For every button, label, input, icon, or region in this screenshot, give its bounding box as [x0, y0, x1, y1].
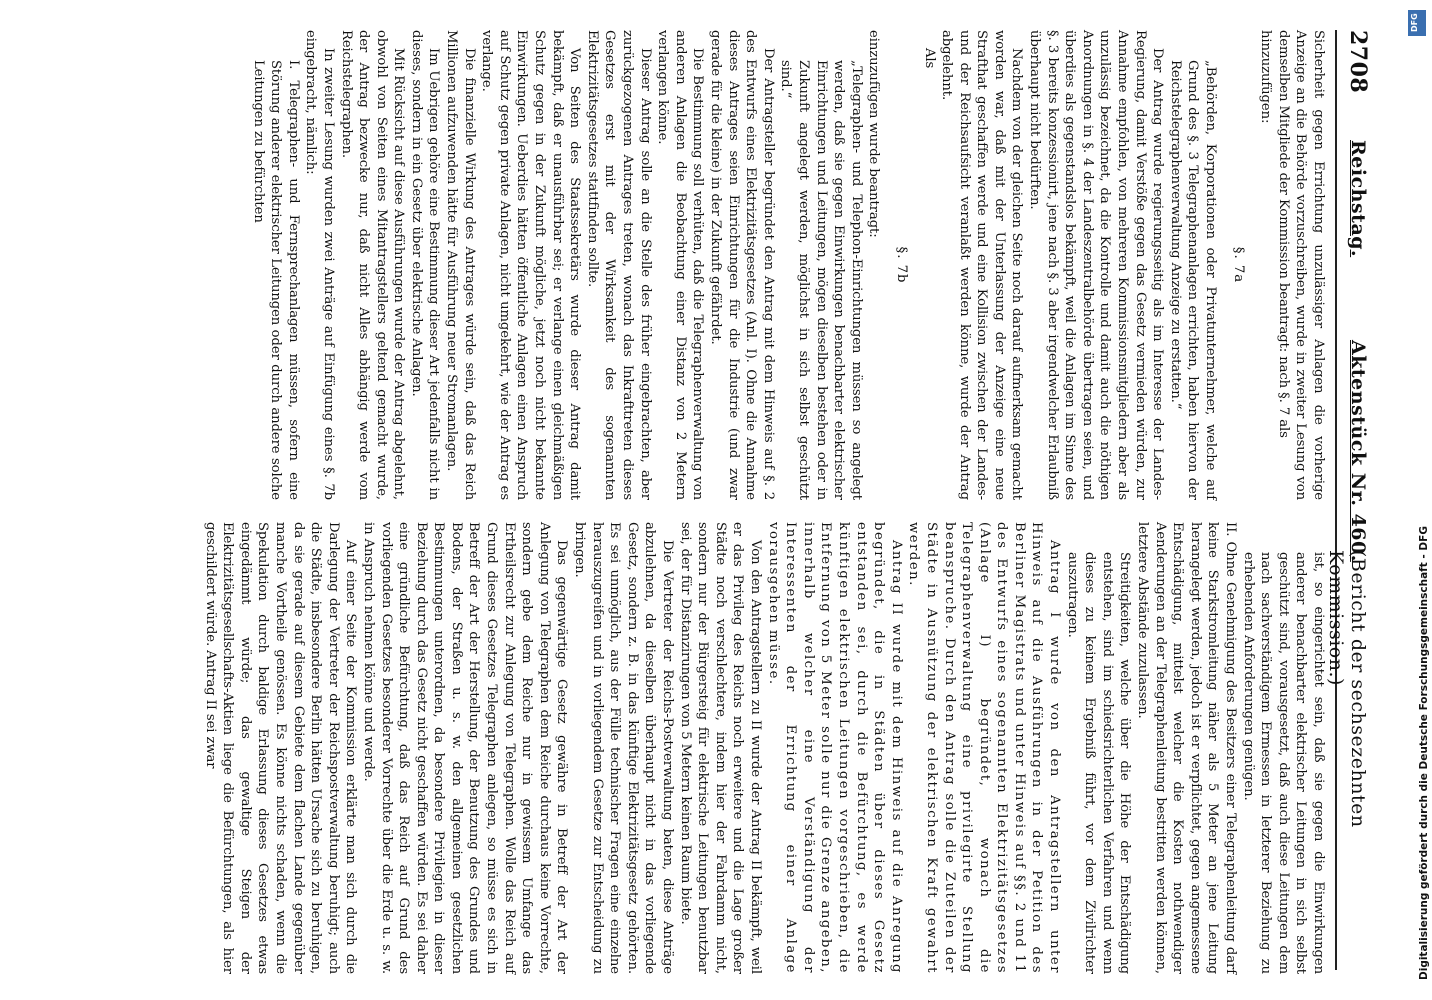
paragraph: Streitigkeiten, welche über die Höhe der Entschädigung entstehen, sind im schiedsrichterlichen Verfahren und wenn dieses zu keinem Ergebniß führt, vor dem Zivilrichter auszutragen. — [1064, 552, 1133, 974]
paragraph: Als — [921, 48, 937, 69]
paragraph: einzuzufügen wurde beantragt: — [866, 30, 882, 238]
header-document-number: Aktenstück Nr. 460. — [1347, 340, 1369, 562]
quoted-proposal: „Behörden, Korporationen oder Privatunternehmer, welche auf Grund des §. 3 Telegraphenanlagen errichten, haben hiervon der Reichstelegraphenverwaltung Anzeige zu erstatten.“ — [1167, 60, 1219, 500]
digitization-credit-bar — [1404, 0, 1432, 1000]
digitization-credit-text: Digitalisierung gefördert durch die Deutsche Forschungsgemeinschaft - DFG — [1418, 526, 1430, 980]
left-column — [249, 30, 1327, 500]
page-header — [1325, 30, 1377, 970]
numbered-proposal-continued: ist, so eingerichtet sein, daß sie gegen die Einwirkungen anderer benachbarter elektrischer Leitungen in sich selbst geschützt sind, vorausgesetzt, daß auch diese Leitungen dem nach sachverständigem Ermessen in letzterer Beziehung zu erhebenden Anforderungen genügen. — [1240, 552, 1326, 974]
paragraph: Im Uebrigen gehöre eine Bestimmung dieser Art jedenfalls nicht in dieses, sondern in ein Gesetz über elektrische Anlagen. — [408, 30, 442, 500]
right-column — [201, 522, 1327, 974]
section-heading-7b: §. 7b — [893, 246, 909, 284]
numbered-proposal: I. Telegraphen- und Fernsprechanlagen müssen, sofern eine Störung anderer elektrischer Leitungen oder durch andere solche Leitungen zu befürchten — [250, 60, 301, 500]
paragraph: Der Antrag wurde regierungsseitig als im Interesse der Landes-Regierung, damit Verstöße gegen das Gesetz vermieden würden, zur Annahme empfohlen, von mehreren Kommissionsmitgliedern aber als unzulässig bezeichnet, da die Kontrolle und damit auch die nöthigen Anordnungen in §. 4 der Landeszentralbehörde übertragen seien, und überdies als gegenstandslos bekämpft, weil die Anlagen im Sinne des §. 3 bereits konzessionirt, jene nach §. 3 aber irgendwelcher Erlaubniß überhaupt nicht bedürften. — [1027, 30, 1166, 500]
section-heading-7a: §. 7a — [1230, 246, 1246, 284]
paragraph: Antrag I wurde von den Antragstellern unter Hinweis auf die Ausführungen in der Petition des Berliner Magistrats und unter Hinweis auf §§. 2 und 11 des Entwurfs eines sogenannten Elektrizitätsgesetzes (Anlage I) begründet, wonach die Telegraphenverwaltung eine privilegirte Stellung beanspruche. Durch den Antrag solle die Zuteilen der Städte in Ausnützung der elektrischen Kraft gewahrt werden. — [906, 522, 1063, 974]
paragraph: Antrag II wurde mit dem Hinweis auf die Anregung begründet, die in Städten über dieses Gesetz entstanden sei, durch die Befürchtung, es werde künftigen elektrischen Leitungen vorgeschrieben, die Entfernung von 5 Meter solle nur die Grenze angeben, innerhalb welcher eine Verständigung der Interessenten der Errichtung einer Anlage vorausgehen müsse. — [765, 522, 904, 974]
paragraph: Von Seiten des Staatssekretärs wurde dieser Antrag damit bekämpft, daß er unausführbar sei; er verlange einen gleichmäßigen Schutz gegen in der Zukunft mögliche, jetzt noch nicht bekannte Einwirkungen. Ueberdies hätten öffentliche Anlagen einen Anspruch auf Schutz gegen private Anlagen, nicht umgekehrt, wie der Antrag es verlange. — [479, 30, 583, 500]
paragraph: Das gegenwärtige Gesetz gewähre in Betreff der Art der Anlegung von Telegraphen dem Reiche durchaus keine Vorrechte, sondern gebe dem Reiche nur in gewissem Umfange das Ertheilsrecht zur Anlegung von Telegraphen. Wolle das Reich auf Grund dieses Gesetzes Telegraphen anlegen, so müsse es sich in Betreff der Art der Herstellung, der Benutzung des Grundes und Bodens, der Straßen u. s. w. den allgemeinen gesetzlichen Bestimmungen unterordnen, da besondere Privilegien in dieser Beziehung durch das Gesetz nicht geschaffen würden. Es sei daher eine gründliche Befürchtung, daß das Reich auf Grund des vorliegenden Gesetzes besonderer Vorrechte über die Erde u. s. w. in Anspruch nehmen könne und werde. — [360, 522, 570, 974]
header-report-title: (Bericht der sechsezehnten Kommission.) — [1325, 550, 1369, 828]
paragraph: Die Vertreter der Reichs-Postverwaltung baten, diese Anträge abzulehnen, da dieselben überhaupt nicht in das vorliegende Gesetz, sondern z. B. in das künftige Elektrizitätsgesetz gehörten. Es sei unmöglich, aus der Fülle technischer Fragen eine einzelne herauszugreifen und in vorliegendem Gesetze zur Entscheidung zu bringen. — [572, 522, 676, 974]
paragraph: Die finanzielle Wirkung des Antrages würde sein, daß das Reich Millionen aufzuwenden hätte für Ausführung neuer Stromanlagen. — [444, 30, 477, 500]
paragraph: Dieser Antrag solle an die Stelle des früher eingebrachten, aber zurückgezogenen Antrages treten, wonach das Inkrafttreten dieses Gesetzes erst mit der Wirksamkeit des sogenannten Elektrizitätsgesetzes stattfinden sollte. — [584, 30, 653, 500]
header-title-reichstag: Reichstag. — [1347, 140, 1369, 258]
dfg-logo-text: DFG — [1410, 13, 1419, 32]
paragraph: Auf einer Seite der Kommission erklärte man sich durch die Darlegung der Vertreter der Reichspostverwaltung beruhigt; auch die Städte, insbesondere Berlin hätten Ursache sich zu beruhigen, da sie gerade auf diesem Gebiete dem flachen Lande gegenüber manche Vortheile genössen. Es könne nichts schaden, wenn die Spekulation durch baldige Erlassung dieses Gesetzes etwas eingedämmt würde; das gewaltige Steigen der Elektrizitätsgesellschafts-Aktien liege die Befürchtungen, als hier geschildert würde. Antrag II sei zwar — [202, 522, 359, 974]
paragraph: hinzuzufügen: — [1258, 30, 1274, 124]
quoted-proposal: „Telegraphen- und Telephon-Einrichtungen müssen so angelegt werden, daß sie gegen Einwirkungen benachbarter elektrischer Einrichtungen und Leitungen, mögen dieselben bestehen oder in Zukunft angelegt werden, möglichst in sich selbst geschützt sind.“ — [778, 60, 864, 500]
numbered-proposal: II. Ohne Genehmigung des Besitzers einer Telegraphenleitung darf keine Starkstromleitung näher als 5 Meter an jene Leitung herangelegt werden, jedoch ist er verpflichtet, gegen angemessene Entschädigung, mittelst welcher die Kosten nothwendiger Aenderungen an der Telegraphenleitung bestritten werden können, letztere Abstände zuzulassen. — [1135, 522, 1239, 974]
paragraph: Der Antragsteller begründet den Antrag mit dem Hinweis auf §. 2 des Entwurfs eines Elektrizitätsgesetzes (Anl. I). Ohne die Annahme dieses Antrages seien Einrichtungen für die Industrie (und zwar gerade für die kleine) in der Zukunft gefährdet. — [708, 30, 776, 500]
page-number: 2708 — [1345, 30, 1371, 94]
dfg-logo-icon — [1408, 10, 1426, 36]
paragraph: Mit Rücksicht auf diese Ausführungen wurde der Antrag abgelehnt, obwohl von Seiten eines Mitantragstellers geltend gemacht wurde, der Antrag bezwecke nur, daß nicht Alles abhängig werde vom Reichstelegraphen. — [338, 30, 407, 500]
paragraph: Nachdem von der gleichen Seite noch darauf aufmerksam gemacht worden war, daß mit der Unterlassung der Anzeige eine neue Strafthat geschaffen werde und eine Kollision zwischen der Landes- und der Reichsaufsicht veranlaßt werden könne, wurde der Antrag abgelehnt. — [939, 30, 1025, 500]
paragraph: In zweiter Lesung wurden zwei Anträge auf Einfügung eines §. 7b eingebracht, nämlich: — [303, 30, 336, 500]
paragraph: Die Bestimmung soll verhüten, daß die Telegraphenverwaltung von anderen Anlagen die Beobachtung einer Distanz von 2 Metern verlangen könne. — [655, 30, 706, 500]
paragraph: Von den Antragstellern zu II wurde der Antrag II bekämpft, weil er das Privileg des Reichs noch erweitere und die Lage großer Städte noch verschlechtere, indem hier der Fahrdamm nicht, sondern nur der Bürgersteig für elektrische Leitungen benutzbar sei, der für Distanzirungen von 5 Metern keinen Raum biete. — [677, 522, 763, 974]
paragraph: Sicherheit gegen Errichtung unzulässiger Anlagen die vorherige Anzeige an die Behörde vorzuschreiben, wurde in zweiter Lesung von demselben Mitgliede der Kommission beantragt: nach §. 7 als — [1275, 30, 1326, 500]
